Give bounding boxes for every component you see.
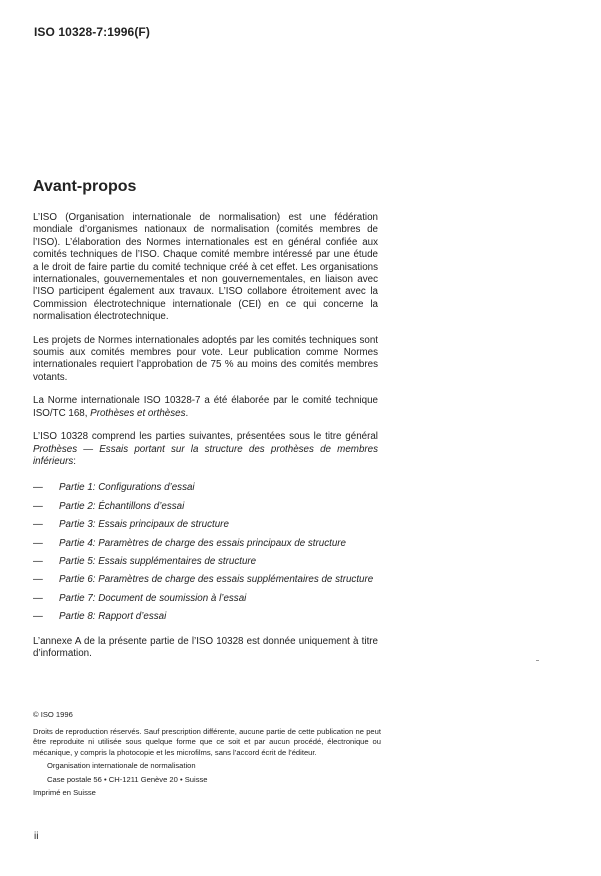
list-item-text: Partie 2: Échantillons d’essai xyxy=(59,500,185,512)
list-dash: — xyxy=(33,482,43,494)
page-title: Avant-propos xyxy=(33,178,137,195)
paragraph-annex: L’annexe A de la présente partie de l’ISO 10328 est donnée uniquement à titre d’information. xyxy=(33,635,378,659)
list-dash: — xyxy=(33,555,43,567)
list-item xyxy=(33,501,378,513)
copyright-block xyxy=(33,710,381,799)
list-item-text: Partie 5: Essais supplémentaires de structure xyxy=(59,555,257,567)
foreword-body xyxy=(33,212,378,671)
list-dash: — xyxy=(33,519,43,531)
parts-intro-text: L’ISO 10328 comprend les parties suivantes, présentées sous le titre général xyxy=(33,431,378,443)
list-item xyxy=(33,519,378,531)
list-dash: — xyxy=(33,592,43,604)
list-dash: — xyxy=(33,574,43,586)
organisation-name: Organisation internationale de normalisation xyxy=(47,761,196,770)
reproduction-rights: Droits de reproduction réservés. Sauf prescription différente, aucune partie de cette publication ne peut être reproduite ni utilisée sous quelque forme que ce soit et par aucun procédé, électronique ou mécanique, y compris la photocopie et les microfilms, sans l’accord écrit de l’éditeur. xyxy=(33,726,381,757)
parts-list xyxy=(33,482,378,623)
list-item xyxy=(33,574,378,586)
list-dash: — xyxy=(33,500,43,512)
copyright-notice: © ISO 1996 xyxy=(33,710,73,719)
paragraph-voting: Les projets de Normes internationales adoptés par les comités techniques sont soumis aux comités membres pour vote. Leur publication comme Normes internationales requiert l’approbation de 75 % au moins des comités membres votants. xyxy=(33,334,378,383)
paragraph-committee xyxy=(33,395,378,420)
committee-suffix: . xyxy=(185,407,189,419)
page-number: ii xyxy=(34,831,39,842)
committee-text: La Norme internationale ISO 10328-7 a été élaborée par le comité technique ISO/TC 168, xyxy=(33,395,378,419)
document-reference: ISO 10328-7:1996(F) xyxy=(34,25,150,39)
printed-in: Imprimé en Suisse xyxy=(33,788,96,797)
general-title: Prothèses — Essais portant sur la structure des prothèses de membres inférieurs xyxy=(33,443,378,467)
organisation-address: Case postale 56 • CH-1211 Genève 20 • Suisse xyxy=(47,774,208,784)
list-item xyxy=(33,538,378,550)
list-item-text: Partie 7: Document de soumission à l’essai xyxy=(59,592,247,604)
parts-intro-suffix: : xyxy=(73,455,77,467)
paragraph-parts-intro xyxy=(33,431,378,468)
committee-title: Prothèses et orthèses xyxy=(90,407,186,419)
paragraph-iso-intro: L’ISO (Organisation internationale de normalisation) est une fédération mondiale d’organismes nationaux de normalisation (comités membres de l’ISO). L’élaboration des Normes internationales est en général confiée aux comités techniques de l’ISO. Chaque comité membre intéressé par une étude a le droit de faire partie du comité technique créé à cet effet. Les organisations internationales, gouvernementales et non gouvernementales, en liaison avec l’ISO participent également aux travaux. L’ISO collabore étroitement avec la Commission électrotechnique internationale (CEI) en ce qui concerne la normalisation électrotechnique. xyxy=(33,212,378,323)
list-item xyxy=(33,593,378,605)
list-item xyxy=(33,556,378,568)
list-item-text: Partie 8: Rapport d’essai xyxy=(59,611,167,623)
scan-speck xyxy=(536,660,539,661)
list-item xyxy=(33,482,378,494)
list-item xyxy=(33,611,378,623)
list-dash: — xyxy=(33,537,43,549)
list-item-text: Partie 3: Essais principaux de structure xyxy=(59,519,229,531)
list-item-text: Partie 4: Paramètres de charge des essais principaux de structure xyxy=(59,537,346,549)
list-item-text: Partie 6: Paramètres de charge des essais supplémentaires de structure xyxy=(59,574,374,586)
list-dash: — xyxy=(33,611,43,623)
list-item-text: Partie 1: Configurations d’essai xyxy=(59,482,195,494)
